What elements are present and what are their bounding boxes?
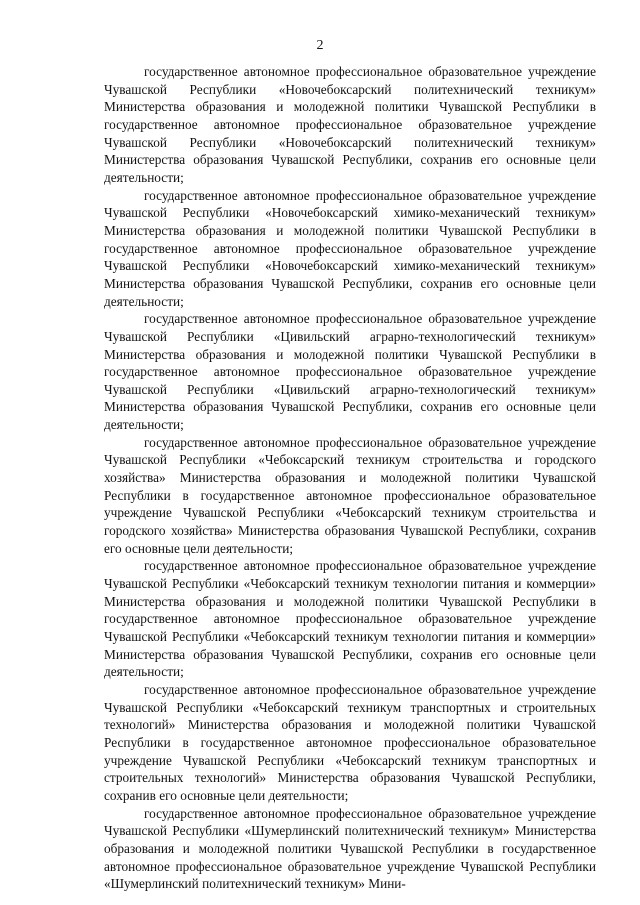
paragraph-cheboksary-transport: государственное автономное профессиональное образовательное учреждение Чувашской Республики «Чебоксарский техникум транспортных и строительных технологий» Министерства образования и молодежной политики Чувашской Республики в государственное автономное профессиональное образовательное учреждение Чувашской Республики «Чебоксарский техникум транспортных и строительных технологий» Министерства образования Чувашской Республики, сохранив его основные цели деятельности;: [104, 681, 596, 803]
paragraph-shumerlya-polytechnic: государственное автономное профессиональное образовательное учреждение Чувашской Республики «Шумерлинский политехнический техникум» Министерства образования и молодежной политики Чувашской Республики в государственное автономное профессиональное образовательное учреждение Чувашской Республики «Шумерлинский политехнический техникум» Мини-: [104, 805, 596, 892]
paragraph-cheboksary-food-commerce: государственное автономное профессиональное образовательное учреждение Чувашской Республики «Чебоксарский техникум технологии питания и коммерции» Министерства образования и молодежной политики Чувашской Республики в государственное автономное профессиональное образовательное учреждение Чувашской Республики «Чебоксарский техникум технологии питания и коммерции» Министерства образования Чувашской Республики, сохранив его основные цели деятельности;: [104, 558, 596, 680]
paragraph-cheboksary-construction: государственное автономное профессиональное образовательное учреждение Чувашской Республики «Чебоксарский техникум строительства и городского хозяйства» Министерства образования и молодежной политики Чувашской Республики в государственное автономное профессиональное образовательное учреждение Чувашской Республики «Чебоксарский техникум строительства и городского хозяйства» Министерства образования Чувашской Республики, сохранив его основные цели деятельности;: [104, 434, 596, 556]
paragraph-novocheboksarsk-chem-mech: государственное автономное профессиональное образовательное учреждение Чувашской Республики «Новочебоксарский химико-механический техникум» Министерства образования и молодежной политики Чувашской Республики в государственное автономное профессиональное образовательное учреждение Чувашской Республики «Новочебоксарский химико-механический техникум» Министерства образования Чувашской Республики, сохранив его основные цели деятельности;: [104, 187, 596, 309]
paragraph-novocheboksarsk-polytechnic: государственное автономное профессиональное образовательное учреждение Чувашской Республики «Новочебоксарский политехнический техникум» Министерства образования и молодежной политики Чувашской Республики в государственное автономное профессиональное образовательное учреждение Чувашской Республики «Новочебоксарский политехнический техникум» Министерства образования Чувашской Республики, сохранив его основные цели деятельности;: [104, 64, 596, 185]
document-body: [104, 63, 596, 893]
page-number: 2: [316, 38, 324, 53]
paragraph-tsivilsk-agro: государственное автономное профессиональное образовательное учреждение Чувашской Республики «Цивильский аграрно-технологический техникум» Министерства образования и молодежной политики Чувашской Республики в государственное автономное профессиональное образовательное учреждение Чувашской Республики «Цивильский аграрно-технологический техникум» Министерства образования Чувашской Республики, сохранив его основные цели деятельности;: [104, 311, 596, 433]
